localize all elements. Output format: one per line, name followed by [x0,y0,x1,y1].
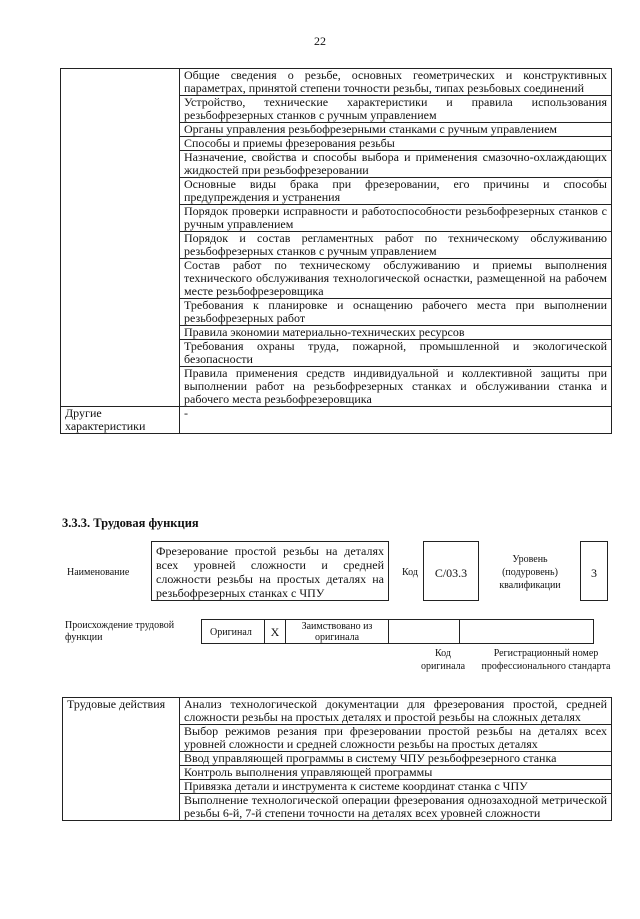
other-characteristics-label: Другие характеристики [61,407,180,434]
origin-row [201,619,593,644]
code-label: Код [402,567,418,578]
level-label: Уровень (подуровень) квалификации [499,554,561,591]
actions-rows [63,698,612,821]
action-item: Ввод управляющей программы в систему ЧПУ резьбофрезерного станка [180,752,612,766]
knowledge-item: Порядок проверки исправности и работоспособности резьбофрезерных станков с ручным управлением [180,205,612,232]
section-title: 3.3.3. Трудовая функция [62,516,199,530]
knowledge-item: Правила экономии материально-технических ресурсов [180,326,612,340]
knowledge-row [61,69,612,96]
knowledge-item: Требования охраны труда, пожарной, промышленной и экологической безопасности [180,340,612,367]
page-number: 22 [314,34,326,48]
knowledge-item: Назначение, свойства и способы выбора и применения смазочно-охлаждающих жидкостей при резьбофрезеровании [180,151,612,178]
origin-label: Происхождение трудовой функции [65,620,175,643]
qualification-level: 3 [580,541,608,601]
knowledge-rows [61,69,612,407]
knowledge-item: Основные виды брака при фрезеровании, его причины и способы предупреждения и устранения [180,178,612,205]
code-original-label: Код оригинала [420,648,466,672]
function-name: Фрезерование простой резьбы на деталях всех уровней сложности и средней сложности резьбы на простых деталях на резьбофрезерных станках с ЧПУ [151,541,389,601]
origin-code-cell [388,619,460,644]
action-item: Контроль выполнения управляющей программы [180,766,612,780]
other-characteristics-value: - [180,407,612,434]
reg-number-label: Регистрационный номер профессионального стандарта [481,648,611,672]
knowledge-item: Устройство, технические характеристики и правила использования резьбофрезерных станков с ручным управлением [180,96,612,123]
knowledge-item: Общие сведения о резьбе, основных геометрических и конструктивных параметрах, принятой степени точности резьбы, типах резьбовых соединений [180,69,612,96]
action-item: Выбор режимов резания при фрезеровании простой резьбы на деталях всех уровней сложности и средней сложности резьбы на простых деталях [180,725,612,752]
other-characteristics-row [61,407,612,434]
origin-original: Оригинал [201,619,265,644]
knowledge-item: Состав работ по техническому обслуживанию и приемы выполнения технического обслуживания технологической оснастки, размещенной на рабочем месте резьбофрезеровщика [180,259,612,299]
knowledge-table [60,68,612,434]
origin-mark: X [264,619,286,644]
action-item: Анализ технологической документации для фрезерования простой, средней сложности резьбы на простых деталях и простой резьбы на сложных деталях [180,698,612,725]
knowledge-label-cell [61,69,180,407]
knowledge-item: Способы и приемы фрезерования резьбы [180,137,612,151]
action-item: Привязка детали и инструмента к системе координат станка с ЧПУ [180,780,612,794]
action-row [63,698,612,725]
knowledge-item: Органы управления резьбофрезерными станками с ручным управлением [180,123,612,137]
function-code: C/03.3 [423,541,479,601]
name-label: Наименование [67,567,130,578]
action-item: Выполнение технологической операции фрезерования однозаходной метрической резьбы 6-й, 7-й степени точности на деталях всех уровней сложности [180,794,612,821]
knowledge-item: Требования к планировке и оснащению рабочего места при выполнении резьбофрезерных работ [180,299,612,326]
actions-label: Трудовые действия [63,698,180,821]
origin-borrowed: Заимствовано из оригинала [285,619,389,644]
knowledge-item: Правила применения средств индивидуальной и коллективной защиты при выполнении работ на резьбофрезерных станках и обслуживании станка и рабочего места резьбофрезеровщика [180,367,612,407]
actions-table [62,697,612,821]
origin-reg-cell [459,619,594,644]
knowledge-item: Порядок и состав регламентных работ по техническому обслуживанию резьбофрезерных станков с ручным управлением [180,232,612,259]
